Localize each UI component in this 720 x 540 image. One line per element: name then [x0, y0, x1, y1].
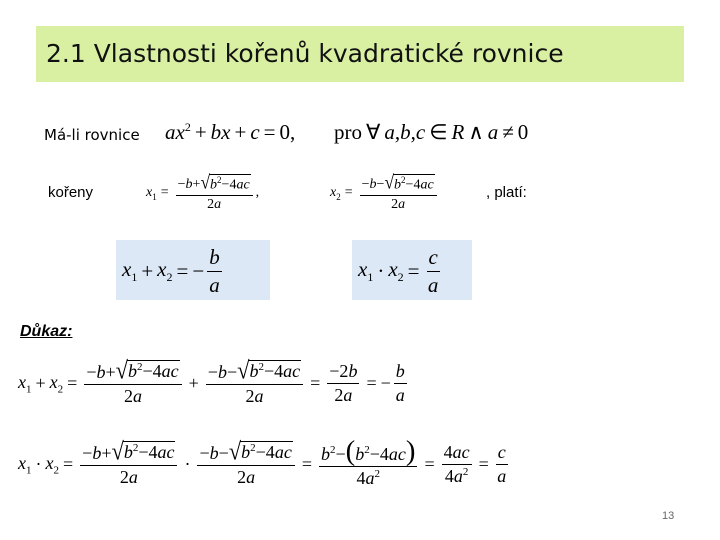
product-of-roots-formula: $x_1$ · $x_2$ = $\frac{c}{a}$ — [358, 245, 439, 297]
slide-title: 2.1 Vlastnosti kořenů kvadratické rovnice — [46, 39, 564, 68]
coefficient-condition: pro ∀ a , b , c ∈ R ∧ a ≠ 0 — [334, 120, 529, 144]
quadratic-equation: $ax^2$ + bx + c = 0, — [165, 120, 296, 144]
roots-text: kořeny — [48, 184, 94, 201]
holds-text: , platí: — [486, 184, 527, 201]
root-formula-x1: $x_1$ = −b+ √ $b^2-4ac$ 2a , — [146, 170, 260, 212]
sum-of-roots-formula: $x_1$ + $x_2$ = − $\frac{b}{a}$ — [122, 245, 220, 297]
root-formula-x2: $x_2$ = −b− √ $b^2-4ac$ 2a — [330, 174, 440, 213]
sum-proof-derivation: $x_1$ + $x_2$ = −b+ √ $b^2-4ac$ 2a + −b− √ $b^2-4ac$ 2a = $\frac{-2b}{2a}$ = − $\frac{b}{a}$ — [18, 356, 405, 406]
proof-label: Důkaz: — [20, 323, 73, 340]
product-proof-derivation: $x_1$ · $x_2$ = −b+ √ $b^2-4ac$ 2a · −b− √ $b^2-4ac$ 2a = $\frac{b^2-(b^2-4ac)}{4a^2}$ = $\frac{4ac}{4a^2}$ = $\frac{c}{a}$ — [18, 435, 507, 488]
slide-number: 13 — [662, 510, 675, 522]
title-bar — [36, 26, 684, 82]
intro-text: Má-li rovnice — [44, 126, 140, 144]
